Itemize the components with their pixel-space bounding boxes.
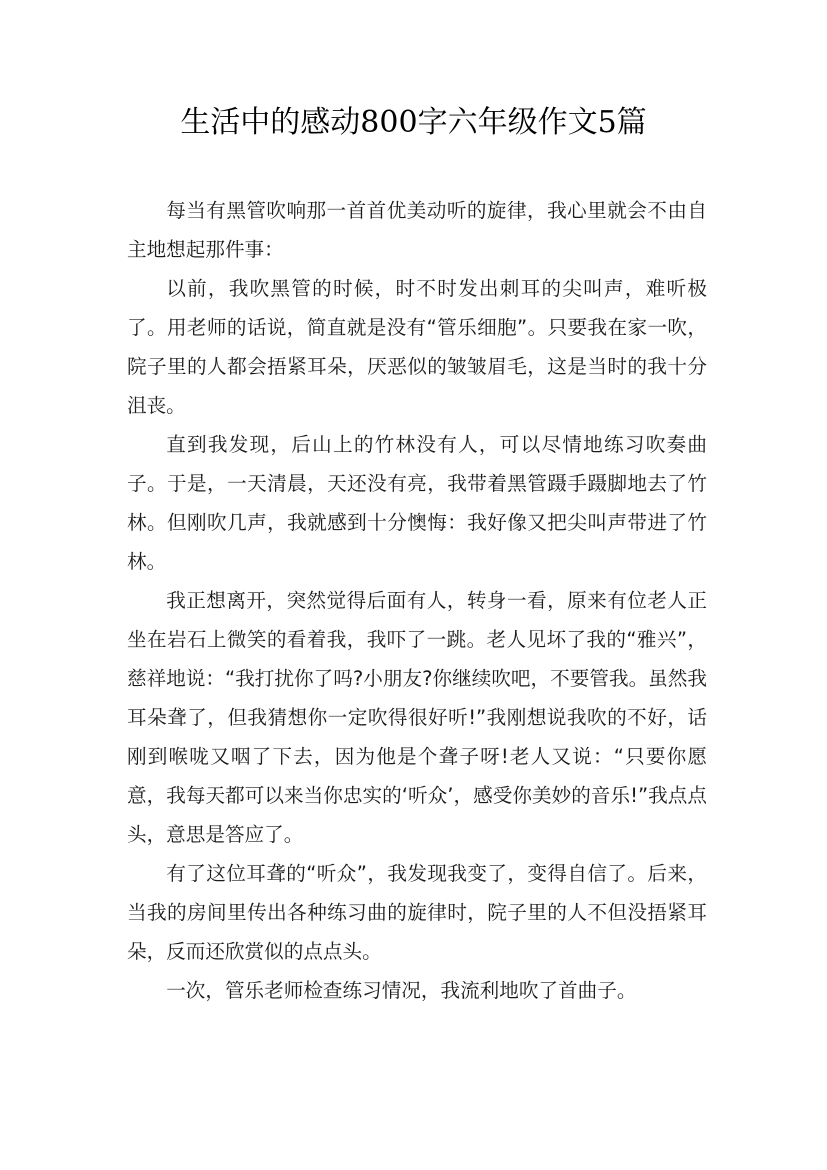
paragraph: 以前，我吹黑管的时候，时不时发出刺耳的尖叫声，难听极了。用老师的话说，简直就是没有“管乐细胞”。只要我在家一吹，院子里的人都会捂紧耳朵，厌恶似的皱皱眉毛，这是当时的我十分沮丧。 xyxy=(127,277,707,417)
paragraph: 一次，管乐老师检查练习情况，我流利地吹了首曲子。 xyxy=(166,979,637,1002)
document-title: 生活中的感动800字六年级作文5篇 xyxy=(180,105,647,140)
paragraph: 有了这位耳聋的“听众”，我发现我变了，变得自信了。后来，当我的房间里传出各种练习曲的旋律时，院子里的人不但没捂紧耳朵，反而还欣赏似的点点头。 xyxy=(127,862,707,963)
paragraph: 直到我发现，后山上的竹林没有人，可以尽情地练习吹奏曲子。于是，一天清晨，天还没有亮，我带着黑管蹑手蹑脚地去了竹林。但刚吹几声，我就感到十分懊悔：我好像又把尖叫声带进了竹林。 xyxy=(127,433,707,573)
paragraph: 每当有黑管吹响那一首首优美动听的旋律，我心里就会不由自主地想起那件事： xyxy=(127,199,707,261)
paragraph: 我正想离开，突然觉得后面有人，转身一看，原来有位老人正坐在岩石上微笑的看着我，我吓了一跳。老人见坏了我的“雅兴”，慈祥地说：“我打扰你了吗?小朋友?你继续吹吧，不要管我。虽然我耳朵聋了，但我猜想你一定吹得很好听!”我刚想说我吹的不好，话刚到喉咙又咽了下去，因为他是个聋子呀!老人又说：“只要你愿意，我每天都可以来当你忠实的‘听众’，感受你美妙的音乐!”我点点头，意思是答应了。 xyxy=(127,589,707,846)
document-body xyxy=(127,191,707,1010)
